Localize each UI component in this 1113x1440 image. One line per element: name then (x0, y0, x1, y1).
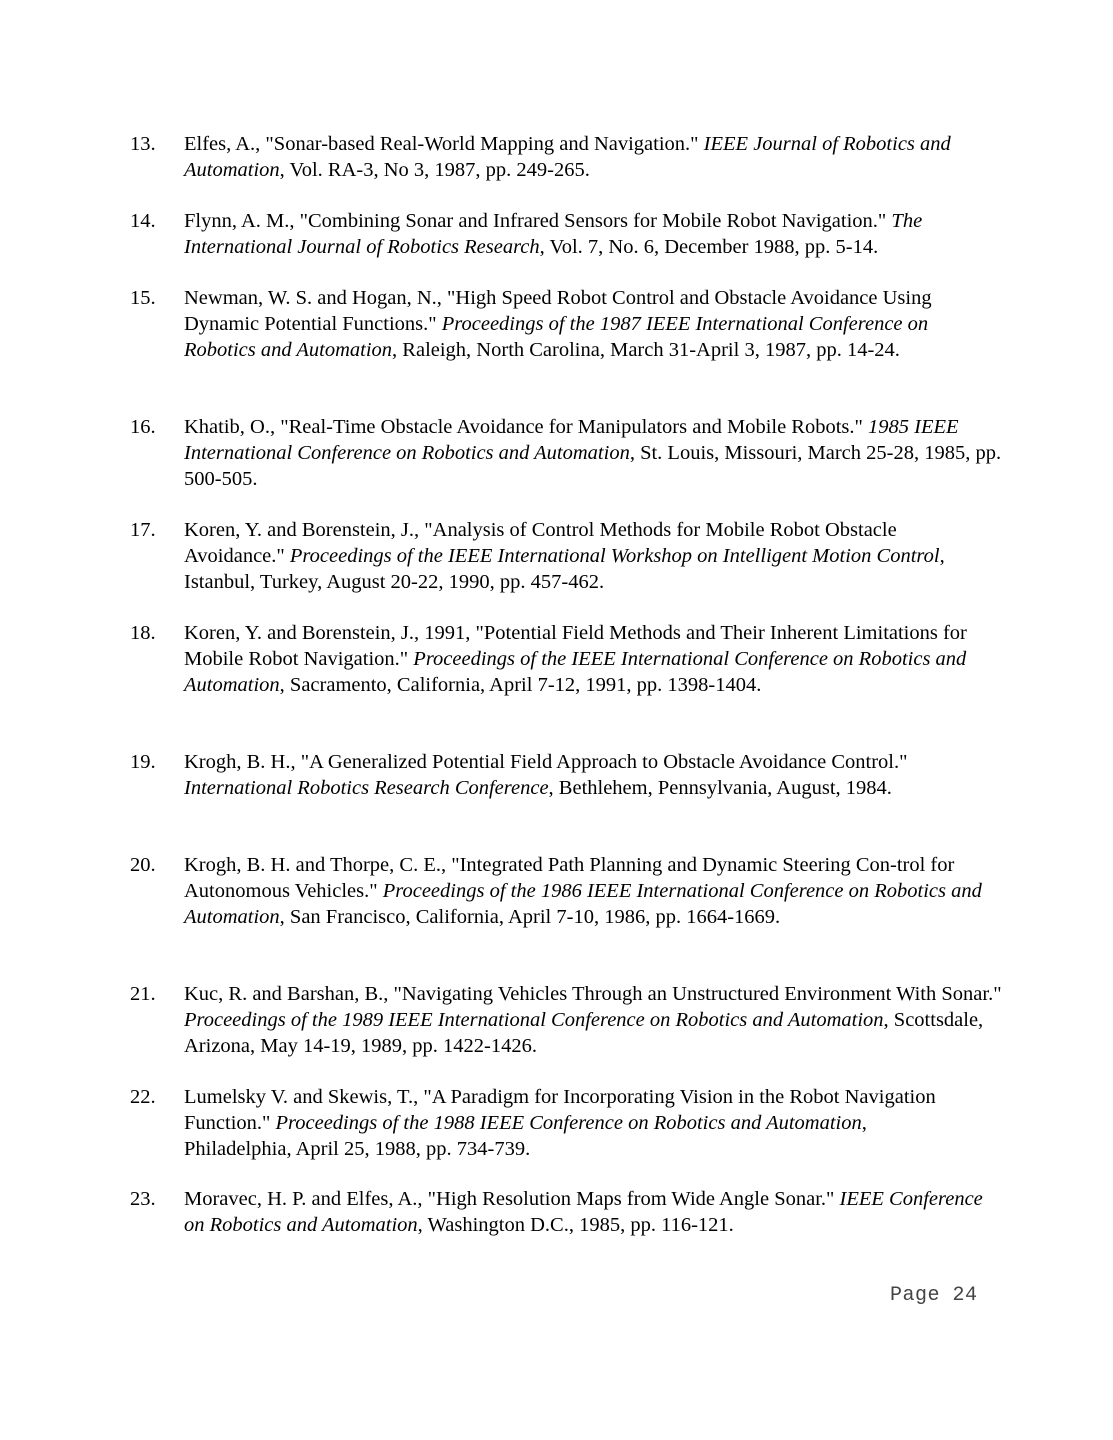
reference-number: 19. (130, 751, 156, 773)
reference-number: 13. (130, 133, 156, 155)
journal-title: Proceedings of the 1987 IEEE International Conference on Robotics and Automation (184, 313, 929, 361)
reference-number: 17. (130, 519, 156, 541)
reference-text: Koren, Y. and Borenstein, J., 1991, "Potential Field Methods and Their Inherent Limitations for Mobile Robot Navigation." Proceedings of the IEEE International Conference on Robotics and Automation, Sacramento, California, April 7-12, 1991, pp. 1398-1404. (184, 622, 967, 696)
reference-text: Krogh, B. H. and Thorpe, C. E., "Integrated Path Planning and Dynamic Steering Con-trol for Autonomous Vehicles." Proceedings of the 1986 IEEE International Conference on Robotics and Automation, San Francisco, California, April 7-10, 1986, pp. 1664-1669. (184, 854, 982, 928)
reference-number: 18. (130, 622, 156, 644)
reference-text: Krogh, B. H., "A Generalized Potential Field Approach to Obstacle Avoidance Control." International Robotics Research Conference, Bethlehem, Pennsylvania, August, 1984. (184, 751, 908, 799)
journal-title: IEEE Conference on Robotics and Automation (184, 1188, 983, 1236)
journal-title: 1985 IEEE International Conference on Robotics and Automation (184, 416, 959, 464)
reference-text: Koren, Y. and Borenstein, J., "Analysis of Control Methods for Mobile Robot Obstacle Avoidance." Proceedings of the IEEE International Workshop on Intelligent Motion Control, Istanbul, Turkey, August 20-22, 1990, pp. 457-462. (184, 519, 945, 593)
reference-number: 23. (130, 1188, 156, 1210)
reference-18 (130, 620, 1010, 698)
reference-text: Flynn, A. M., "Combining Sonar and Infrared Sensors for Mobile Robot Navigation." The International Journal of Robotics Research, Vol. 7, No. 6, December 1988, pp. 5-14. (184, 210, 923, 258)
journal-title: Proceedings of the IEEE International Conference on Robotics and Automation (184, 648, 967, 696)
reference-16 (130, 414, 1010, 492)
reference-text: Newman, W. S. and Hogan, N., "High Speed Robot Control and Obstacle Avoidance Using Dynamic Potential Functions." Proceedings of the 1987 IEEE International Conference on Robotics and Automation, Raleigh, North Carolina, March 31-April 3, 1987, pp. 14-24. (184, 287, 932, 361)
reference-19 (130, 749, 1010, 801)
reference-text: Elfes, A., "Sonar-based Real-World Mapping and Navigation." IEEE Journal of Robotics and Automation, Vol. RA-3, No 3, 1987, pp. 249-265. (184, 133, 951, 181)
reference-14 (130, 208, 1010, 260)
reference-15 (130, 285, 1010, 363)
reference-22 (130, 1084, 1010, 1162)
reference-21 (130, 981, 1010, 1059)
reference-number: 20. (130, 854, 156, 876)
reference-number: 14. (130, 210, 156, 232)
reference-text: Kuc, R. and Barshan, B., "Navigating Vehicles Through an Unstructured Environment With Sonar." Proceedings of the 1989 IEEE International Conference on Robotics and Automation, Scottsdale, Arizona, May 14-19, 1989, pp. 1422-1426. (184, 983, 1002, 1057)
reference-13 (130, 131, 1010, 183)
journal-title: Proceedings of the 1988 IEEE Conference on Robotics and Automation (275, 1112, 862, 1134)
journal-title: International Robotics Research Conference (184, 777, 549, 799)
journal-title: The International Journal of Robotics Research (184, 210, 923, 258)
reference-17 (130, 517, 1010, 595)
reference-text: Moravec, H. P. and Elfes, A., "High Resolution Maps from Wide Angle Sonar." IEEE Conference on Robotics and Automation, Washington D.C., 1985, pp. 116-121. (184, 1188, 983, 1236)
reference-20 (130, 852, 1010, 930)
reference-number: 22. (130, 1086, 156, 1108)
page-number: Page 24 (890, 1284, 978, 1307)
reference-text: Khatib, O., "Real-Time Obstacle Avoidance for Manipulators and Mobile Robots." 1985 IEEE International Conference on Robotics and Automation, St. Louis, Missouri, March 25-28, 1985, pp. 500-505. (184, 416, 1002, 490)
reference-text: Lumelsky V. and Skewis, T., "A Paradigm for Incorporating Vision in the Robot Navigation Function." Proceedings of the 1988 IEEE Conference on Robotics and Automation, Philadelphia, April 25, 1988, pp. 734-739. (184, 1086, 936, 1160)
journal-title: IEEE Journal of Robotics and Automation (184, 133, 951, 181)
journal-title: Proceedings of the 1989 IEEE International Conference on Robotics and Automation (184, 1009, 884, 1031)
journal-title: Proceedings of the IEEE International Workshop on Intelligent Motion Control (289, 545, 940, 567)
reference-number: 21. (130, 983, 156, 1005)
journal-title: Proceedings of the 1986 IEEE International Conference on Robotics and Automation (184, 880, 982, 928)
reference-number: 16. (130, 416, 156, 438)
reference-23 (130, 1186, 1010, 1238)
reference-number: 15. (130, 287, 156, 309)
